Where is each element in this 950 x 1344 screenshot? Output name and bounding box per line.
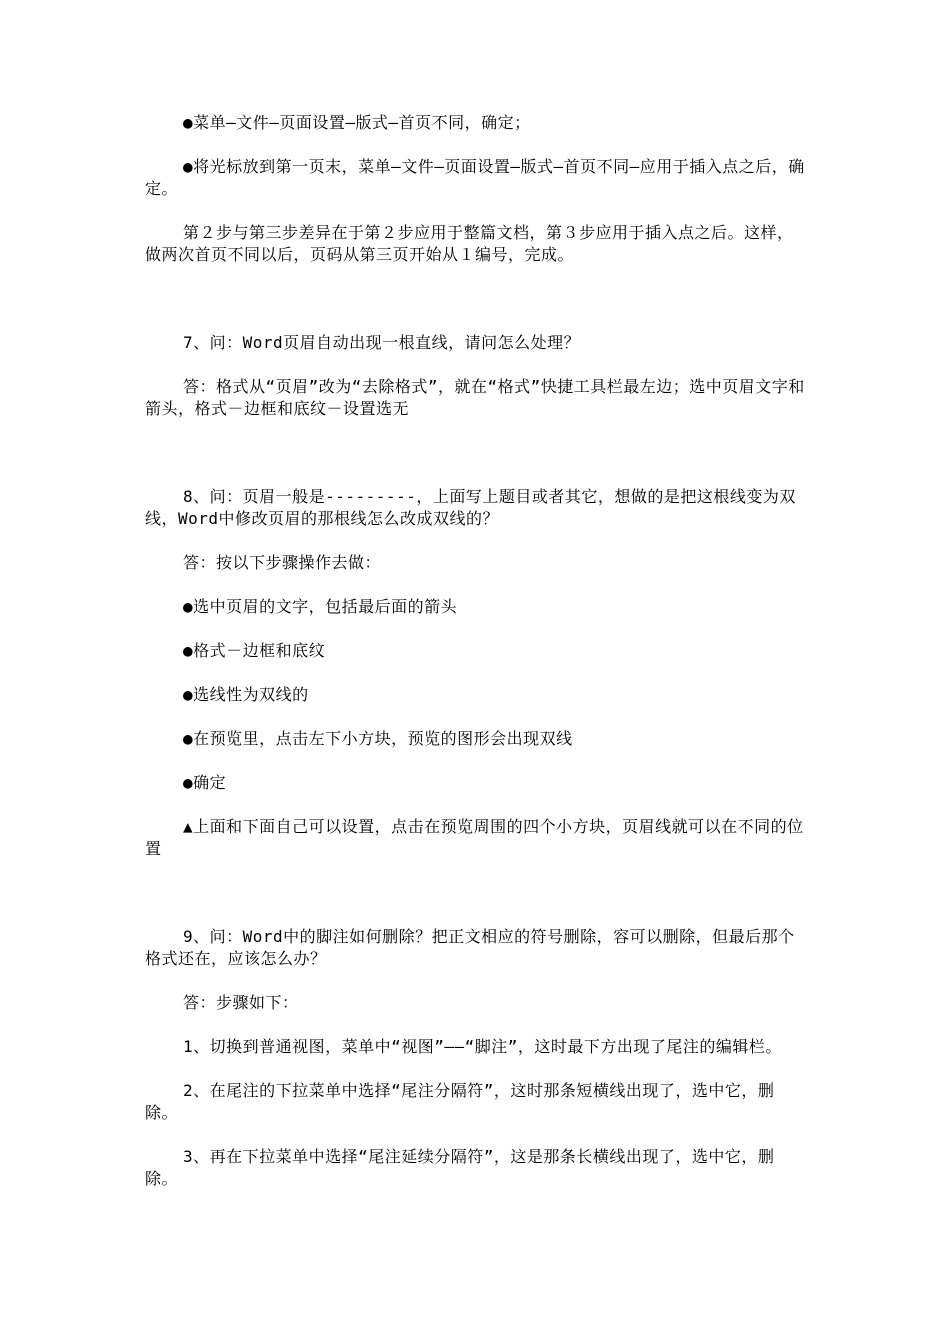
- answer-9-step-3: 3、再在下拉菜单中选择“尾注延续分隔符”，这是那条长横线出现了，选中它，删除。: [145, 1147, 775, 1188]
- document-page: [145, 112, 807, 1190]
- answer-9-step-1: 1、切换到普通视图，菜单中“视图”——“脚注”，这时最下方出现了尾注的编辑栏。: [183, 1037, 782, 1056]
- answer-8-step-confirm: ●确定: [183, 773, 227, 792]
- answer-9-step-2: 2、在尾注的下拉菜单中选择“尾注分隔符”，这时那条短横线出现了，选中它，删除。: [145, 1081, 775, 1122]
- answer-8-note: ▲上面和下面自己可以设置，点击在预览周围的四个小方块，页眉线就可以在不同的位置: [145, 817, 804, 858]
- answer-8-intro: 答：按以下步骤操作去做：: [183, 553, 382, 572]
- question-7: 7、问：Word页眉自动出现一根直线，请问怎么处理？: [183, 333, 581, 352]
- answer-8-step-borders: ●格式－边框和底纹: [183, 641, 326, 660]
- answer-8-step-select-text: ●选中页眉的文字，包括最后面的箭头: [183, 597, 458, 616]
- answer-9-intro: 答：步骤如下：: [183, 993, 299, 1012]
- paragraph-bullet-first-page-different: ●菜单—文件—页面设置—版式—首页不同，确定；: [183, 113, 531, 132]
- question-8: 8、问：页眉一般是---------，上面写上题目或者其它，想做的是把这根线变为双线，Word中修改页眉的那根线怎么改成双线的？: [145, 487, 796, 528]
- answer-8-step-preview: ●在预览里，点击左下小方块，预览的图形会出现双线: [183, 729, 573, 748]
- answer-7: 答：格式从“页眉”改为“去除格式”，就在“格式”快捷工具栏最左边；选中页眉文字和箭头，格式－边框和底纹－设置选无: [145, 377, 805, 418]
- question-9: 9、问：Word中的脚注如何删除？把正文相应的符号删除，容可以删除，但最后那个格式还在，应该怎么办？: [145, 927, 795, 968]
- paragraph-bullet-cursor-end-of-page: ●将光标放到第一页末，菜单—文件—页面设置—版式—首页不同—应用于插入点之后，确定。: [145, 157, 805, 198]
- answer-8-step-double-line: ●选线性为双线的: [183, 685, 309, 704]
- paragraph-step-difference: 第２步与第三步差异在于第２步应用于整篇文档，第３步应用于插入点之后。这样，做两次首页不同以后，页码从第三页开始从１编号，完成。: [145, 223, 794, 264]
